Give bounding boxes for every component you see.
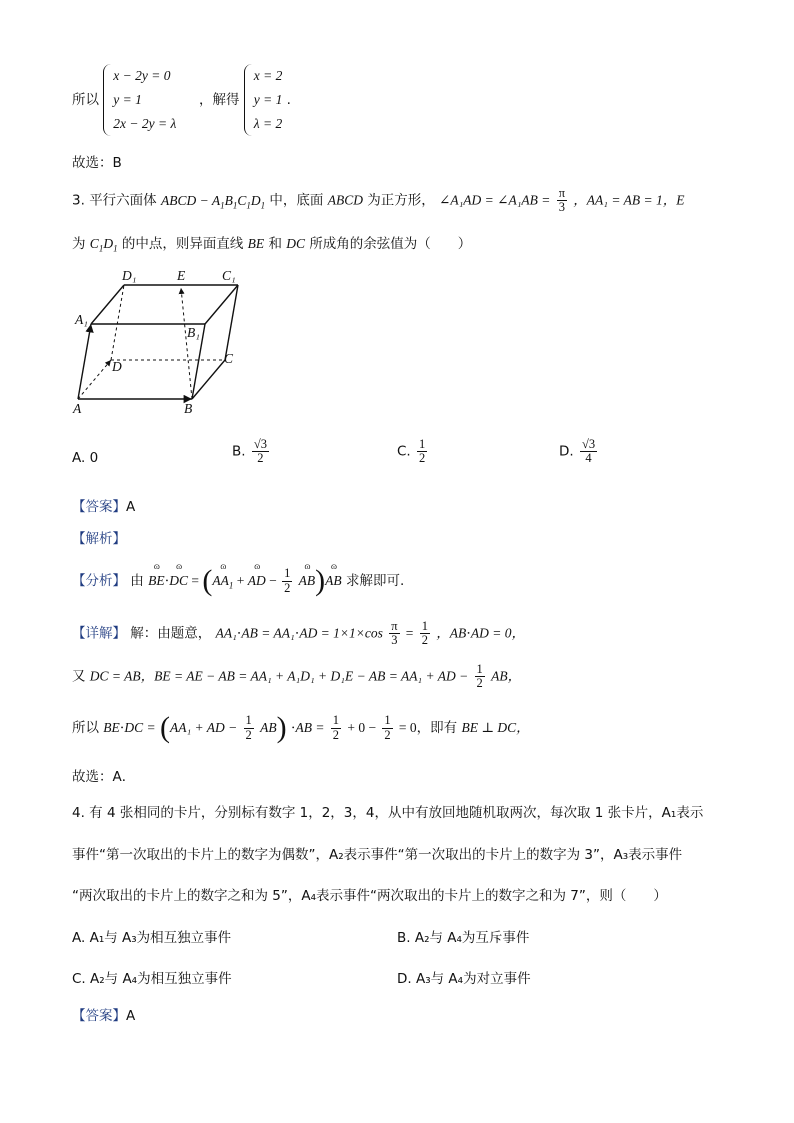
edge-b1c1	[205, 285, 238, 324]
q3-option-c: C. $\frac{1}{2}$	[397, 437, 426, 466]
label-b: B	[184, 401, 193, 416]
q3-choose-a: 故选：A．	[72, 769, 136, 785]
q3-fenxi: 【分析】 由 ɷ BE⋅ɷ DC = (ɷ $AA_1$ + ɷ AD − $\frac{1}{2}$ ɷ AB)ɷ AB 求解即可.	[72, 566, 404, 596]
parallelepiped-figure	[68, 262, 248, 422]
period: .	[286, 92, 291, 108]
equation-system-1	[103, 64, 176, 136]
q3-option-b: B. $\frac{√3}{2}$	[232, 437, 267, 466]
label-e: E	[177, 268, 186, 283]
label-a1: A₁	[75, 312, 88, 327]
eq-row: x − 2y = 0	[113, 68, 171, 83]
eq-row: x = 2	[253, 68, 283, 83]
edge-bc	[192, 360, 225, 399]
q4-option-b: B. A₂与 A₄为互斥事件	[397, 930, 530, 946]
label-b1: B₁	[187, 325, 200, 340]
q3-option-a: A. 0	[72, 450, 99, 466]
solve-word: ，解得	[198, 92, 240, 108]
q3-line2: 为 $C_1D_1$ 的中点，则异面直线 BE 和 DC 所成角的余弦值为（ ）	[72, 236, 472, 254]
equation-system-2	[244, 64, 283, 136]
eq-row: λ = 2	[253, 116, 283, 131]
q3-line1: 3. 平行六面体 ABCD − $A_1B_1C_1D_1$ 中，底面 ABCD 为正方形， ∠A₁AD = ∠A₁AB = $\frac{\pi}{3}$ ，AA₁ = AB = 1，E	[72, 186, 685, 215]
q4-line3: “两次取出的卡片上的数字之和为 5”，A₄表示事件“两次取出的卡片上的数字之和为 7”，则（ ）	[72, 888, 667, 904]
edge-a1d1	[91, 285, 124, 324]
label-c1: C₁	[222, 268, 236, 283]
q4-line2: 事件“第一次取出的卡片上的数字为偶数”，A₂表示事件“第一次取出的卡片上的数字为 3”，A₃表示事件	[72, 847, 683, 863]
edge-cc1	[225, 285, 238, 360]
q4-option-d: D. A₃与 A₄为对立事件	[397, 971, 531, 987]
label-a: A	[73, 401, 82, 416]
choose-b: 故选：B	[72, 155, 122, 171]
pi-over-3: $\frac{\pi}{3}$	[558, 186, 565, 215]
q3-so-line: 所以 BE⋅DC = (AA₁ + AD − $\frac{1}{2}$ AB) ⋅AB = $\frac{1}{2}$ + 0 − $\frac{1}{2}$ = 0，即有 BE ⊥ DC，	[72, 711, 530, 744]
q4-option-a: A. A₁与 A₃为相互独立事件	[72, 930, 232, 946]
q4-line1: 4. 有 4 张相同的卡片，分别标有数字 1，2，3，4，从中有放回地随机取两次，每次取 1 张卡片，A₁表示	[72, 805, 704, 821]
q4-option-c: C. A₂与 A₄为相互独立事件	[72, 971, 232, 987]
so-prefix: 所以	[72, 92, 99, 108]
q3-detail: 【详解】 解：由题意， AA₁⋅AB = AA₁⋅AD = 1×1×cos $\frac{\pi}{3}$ = $\frac{1}{2}$ ，AB⋅AD = 0，	[72, 619, 525, 648]
eq-row: 2x − 2y = λ	[113, 116, 177, 131]
edge-aa1	[78, 324, 91, 399]
q4-answer: 【答案】A	[72, 1008, 136, 1024]
eq-row: y = 1	[253, 92, 283, 107]
eq-row: y = 1	[113, 92, 142, 107]
label-c: C	[224, 351, 234, 366]
q3-again: 又 DC = AB，BE = AE − AB = AA₁ + A₁D₁ + D₁E − AB = AA₁ + AD − $\frac{1}{2}$ AB，	[72, 662, 522, 691]
label-d1: D₁	[122, 268, 137, 283]
q3-option-d: D. $\frac{√3}{4}$	[559, 437, 596, 466]
label-d: D	[112, 359, 122, 374]
edge-dd1	[111, 285, 124, 360]
segment-be	[181, 288, 192, 399]
q3-answer: 【答案】A	[72, 499, 136, 515]
system-line	[72, 64, 291, 136]
edge-ad	[78, 360, 111, 399]
q3-analysis-tag: 【解析】	[72, 531, 126, 547]
